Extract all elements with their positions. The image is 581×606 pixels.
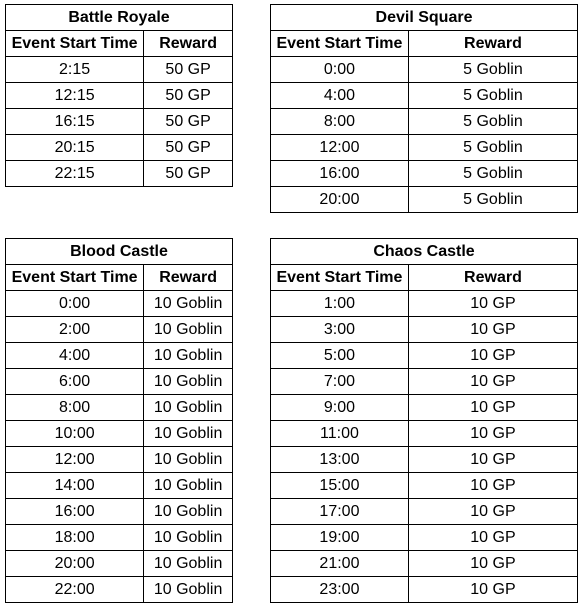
column-header-time: Event Start Time bbox=[271, 31, 409, 57]
table-row bbox=[271, 473, 578, 499]
event-start-time-cell: 19:00 bbox=[271, 525, 409, 551]
column-header-reward: Reward bbox=[144, 265, 233, 291]
reward-cell: 50 GP bbox=[144, 83, 233, 109]
table-title-row bbox=[6, 239, 233, 265]
reward-cell: 10 Goblin bbox=[144, 577, 233, 603]
reward-cell: 10 GP bbox=[408, 369, 577, 395]
column-header-time: Event Start Time bbox=[271, 265, 409, 291]
event-start-time-cell: 2:15 bbox=[6, 57, 144, 83]
reward-cell: 5 Goblin bbox=[408, 135, 577, 161]
event-start-time-cell: 3:00 bbox=[271, 317, 409, 343]
event-start-time-cell: 8:00 bbox=[271, 109, 409, 135]
reward-cell: 5 Goblin bbox=[408, 57, 577, 83]
reward-cell: 10 Goblin bbox=[144, 499, 233, 525]
table-row bbox=[271, 291, 578, 317]
reward-cell: 10 Goblin bbox=[144, 317, 233, 343]
battle-royale-table bbox=[5, 4, 233, 187]
event-start-time-cell: 7:00 bbox=[271, 369, 409, 395]
table-row bbox=[271, 421, 578, 447]
event-start-time-cell: 4:00 bbox=[6, 343, 144, 369]
reward-cell: 5 Goblin bbox=[408, 161, 577, 187]
reward-cell: 50 GP bbox=[144, 135, 233, 161]
table-row bbox=[6, 291, 233, 317]
table-header-row bbox=[271, 265, 578, 291]
table-row bbox=[6, 57, 233, 83]
reward-cell: 10 Goblin bbox=[144, 395, 233, 421]
reward-cell: 10 GP bbox=[408, 577, 577, 603]
event-start-time-cell: 20:00 bbox=[271, 187, 409, 213]
reward-cell: 5 Goblin bbox=[408, 83, 577, 109]
event-start-time-cell: 9:00 bbox=[271, 395, 409, 421]
table-row bbox=[271, 187, 578, 213]
table-row bbox=[6, 317, 233, 343]
event-start-time-cell: 4:00 bbox=[271, 83, 409, 109]
reward-cell: 10 GP bbox=[408, 421, 577, 447]
reward-cell: 10 GP bbox=[408, 447, 577, 473]
table-row bbox=[6, 343, 233, 369]
chaos-castle-table bbox=[270, 238, 578, 603]
column-header-time: Event Start Time bbox=[6, 31, 144, 57]
table-row bbox=[6, 369, 233, 395]
table-header-row bbox=[271, 31, 578, 57]
event-start-time-cell: 16:00 bbox=[6, 499, 144, 525]
table-row bbox=[6, 109, 233, 135]
event-start-time-cell: 22:15 bbox=[6, 161, 144, 187]
event-start-time-cell: 15:00 bbox=[271, 473, 409, 499]
table-row bbox=[6, 525, 233, 551]
table-row bbox=[6, 551, 233, 577]
reward-cell: 5 Goblin bbox=[408, 187, 577, 213]
event-start-time-cell: 11:00 bbox=[271, 421, 409, 447]
blood-castle-table bbox=[5, 238, 233, 603]
table-row bbox=[6, 473, 233, 499]
event-start-time-cell: 12:00 bbox=[6, 447, 144, 473]
table-row bbox=[6, 499, 233, 525]
column-header-reward: Reward bbox=[408, 31, 577, 57]
table-title-row bbox=[271, 239, 578, 265]
reward-cell: 10 GP bbox=[408, 343, 577, 369]
table-row bbox=[271, 135, 578, 161]
reward-cell: 50 GP bbox=[144, 109, 233, 135]
table-row bbox=[6, 577, 233, 603]
event-start-time-cell: 5:00 bbox=[271, 343, 409, 369]
event-start-time-cell: 16:15 bbox=[6, 109, 144, 135]
reward-cell: 10 GP bbox=[408, 473, 577, 499]
table-title-row bbox=[6, 5, 233, 31]
devil-square-table bbox=[270, 4, 578, 213]
table-title-row bbox=[271, 5, 578, 31]
reward-cell: 10 Goblin bbox=[144, 473, 233, 499]
reward-cell: 10 GP bbox=[408, 395, 577, 421]
table-row bbox=[6, 135, 233, 161]
table-row bbox=[271, 83, 578, 109]
table-title: Blood Castle bbox=[6, 239, 233, 265]
event-start-time-cell: 20:00 bbox=[6, 551, 144, 577]
reward-cell: 10 GP bbox=[408, 291, 577, 317]
table-row bbox=[271, 57, 578, 83]
event-start-time-cell: 8:00 bbox=[6, 395, 144, 421]
column-header-reward: Reward bbox=[144, 31, 233, 57]
table-row bbox=[6, 161, 233, 187]
table-row bbox=[271, 577, 578, 603]
event-start-time-cell: 2:00 bbox=[6, 317, 144, 343]
reward-cell: 10 Goblin bbox=[144, 421, 233, 447]
event-start-time-cell: 14:00 bbox=[6, 473, 144, 499]
event-start-time-cell: 17:00 bbox=[271, 499, 409, 525]
event-start-time-cell: 10:00 bbox=[6, 421, 144, 447]
event-start-time-cell: 6:00 bbox=[6, 369, 144, 395]
reward-cell: 10 Goblin bbox=[144, 369, 233, 395]
table-row bbox=[271, 499, 578, 525]
event-start-time-cell: 16:00 bbox=[271, 161, 409, 187]
table-title: Chaos Castle bbox=[271, 239, 578, 265]
reward-cell: 10 Goblin bbox=[144, 343, 233, 369]
table-row bbox=[6, 421, 233, 447]
column-header-reward: Reward bbox=[408, 265, 577, 291]
table-row bbox=[6, 447, 233, 473]
table-row bbox=[271, 161, 578, 187]
event-start-time-cell: 0:00 bbox=[6, 291, 144, 317]
table-title: Devil Square bbox=[271, 5, 578, 31]
reward-cell: 10 GP bbox=[408, 317, 577, 343]
reward-cell: 10 Goblin bbox=[144, 551, 233, 577]
table-title: Battle Royale bbox=[6, 5, 233, 31]
event-start-time-cell: 13:00 bbox=[271, 447, 409, 473]
table-row bbox=[271, 551, 578, 577]
event-start-time-cell: 22:00 bbox=[6, 577, 144, 603]
event-start-time-cell: 0:00 bbox=[271, 57, 409, 83]
reward-cell: 10 GP bbox=[408, 499, 577, 525]
event-start-time-cell: 23:00 bbox=[271, 577, 409, 603]
table-row bbox=[6, 395, 233, 421]
table-row bbox=[271, 369, 578, 395]
column-header-time: Event Start Time bbox=[6, 265, 144, 291]
table-row bbox=[271, 109, 578, 135]
event-start-time-cell: 1:00 bbox=[271, 291, 409, 317]
table-row bbox=[271, 525, 578, 551]
table-header-row bbox=[6, 265, 233, 291]
event-start-time-cell: 18:00 bbox=[6, 525, 144, 551]
reward-cell: 10 GP bbox=[408, 525, 577, 551]
event-start-time-cell: 12:15 bbox=[6, 83, 144, 109]
reward-cell: 50 GP bbox=[144, 161, 233, 187]
reward-cell: 5 Goblin bbox=[408, 109, 577, 135]
reward-cell: 10 Goblin bbox=[144, 447, 233, 473]
table-row bbox=[271, 317, 578, 343]
table-row bbox=[6, 83, 233, 109]
event-start-time-cell: 21:00 bbox=[271, 551, 409, 577]
table-row bbox=[271, 343, 578, 369]
event-start-time-cell: 20:15 bbox=[6, 135, 144, 161]
reward-cell: 10 Goblin bbox=[144, 291, 233, 317]
table-header-row bbox=[6, 31, 233, 57]
event-start-time-cell: 12:00 bbox=[271, 135, 409, 161]
reward-cell: 10 Goblin bbox=[144, 525, 233, 551]
table-row bbox=[271, 395, 578, 421]
table-row bbox=[271, 447, 578, 473]
reward-cell: 50 GP bbox=[144, 57, 233, 83]
reward-cell: 10 GP bbox=[408, 551, 577, 577]
